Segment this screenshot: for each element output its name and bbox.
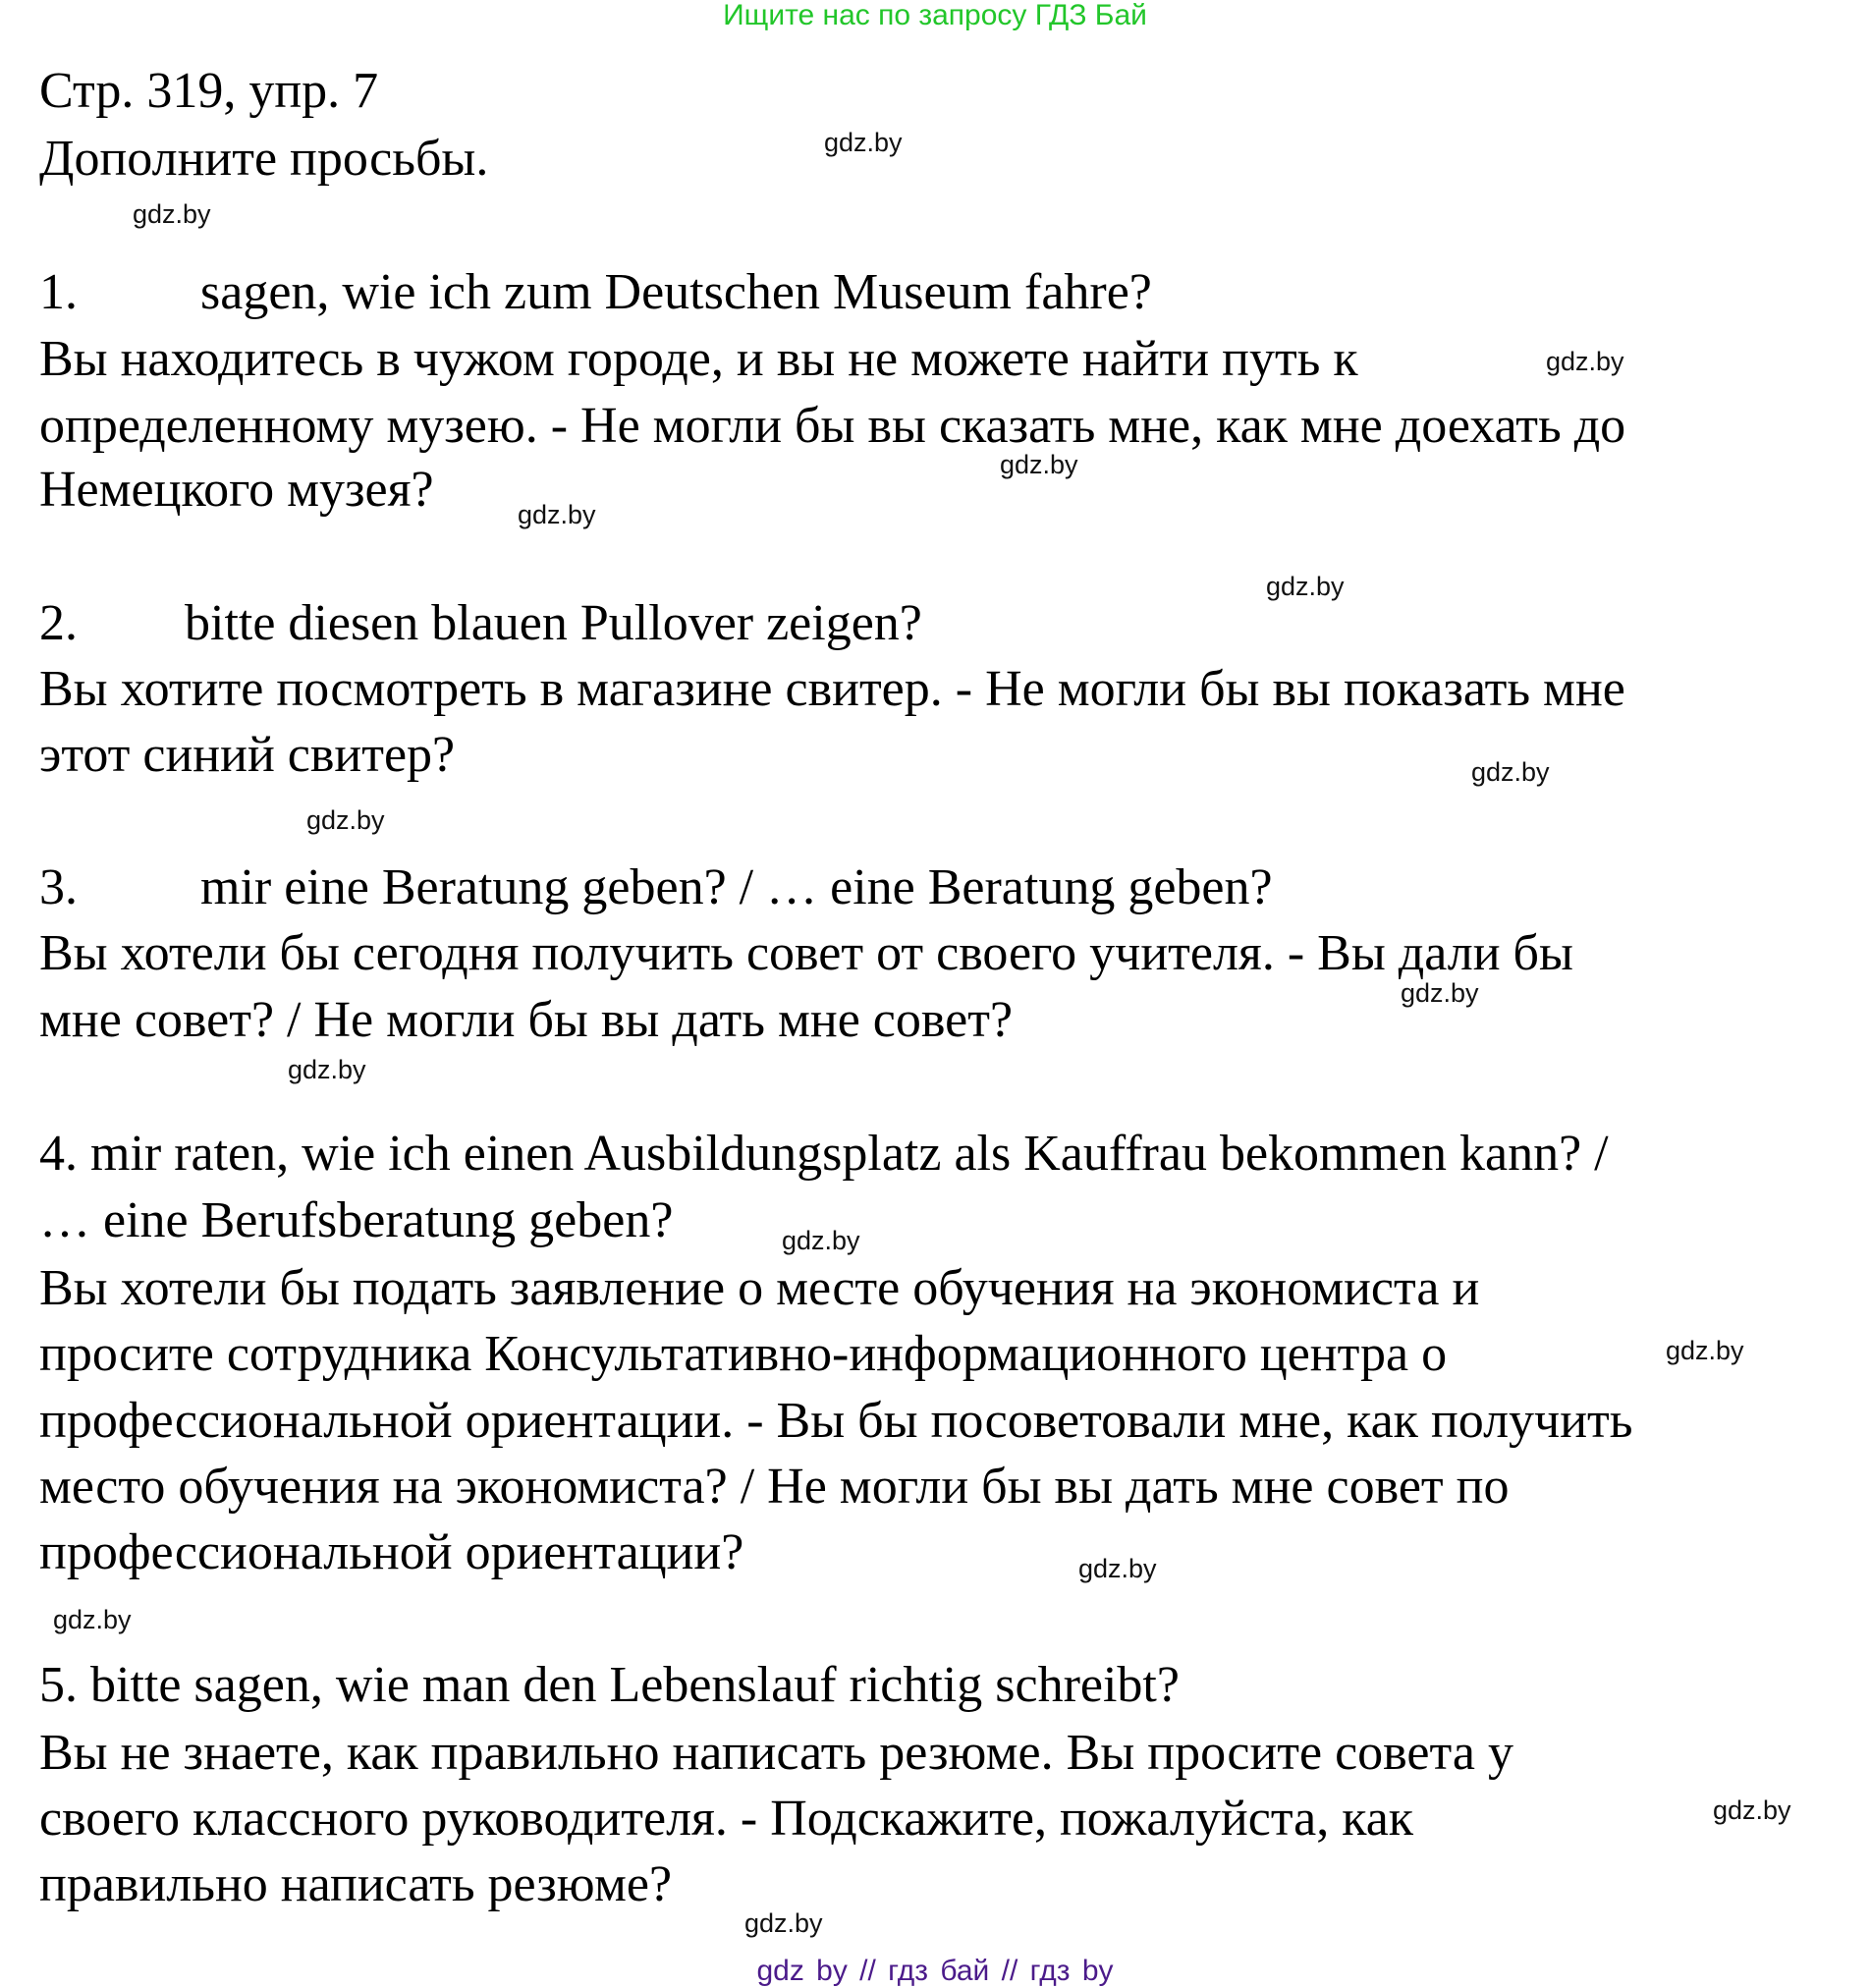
german-phrase: sagen, wie ich zum Deutschen Museum fahre? [200, 264, 1152, 320]
russian-line: Немецкого музея? [39, 462, 434, 518]
watermark: gdz.by [518, 500, 596, 529]
watermark: gdz.by [1666, 1336, 1744, 1365]
watermark: gdz.by [1000, 450, 1078, 479]
item-1-german [39, 263, 1152, 322]
item-number: 1. [39, 264, 78, 320]
russian-line: этот синий свитер? [39, 727, 456, 783]
german-line: 5. bitte sagen, wie man den Lebenslauf richtig schreibt? [39, 1657, 1180, 1713]
item-number: 3. [39, 859, 78, 915]
watermark: gdz.by [1546, 347, 1624, 376]
watermark: gdz.by [1713, 1795, 1791, 1825]
watermark: gdz.by [824, 128, 903, 157]
search-banner: Ищите нас по запросу ГДЗ Бай [723, 0, 1147, 31]
russian-line: место обучения на экономиста? / Не могли бы вы дать мне совет по [39, 1459, 1510, 1515]
watermark: gdz.by [1266, 572, 1345, 601]
item-3-german [39, 858, 1273, 917]
russian-line: своего классного руководителя. - Подскажите, пожалуйста, как [39, 1791, 1414, 1847]
german-line: … eine Berufsberatung geben? [39, 1192, 674, 1248]
watermark: gdz.by [53, 1605, 132, 1634]
footer-links: gdz by // гдз бай // гдз by [756, 1955, 1114, 1987]
item-number: 2. [39, 595, 78, 651]
item-2-german [39, 594, 922, 653]
russian-line: правильно написать резюме? [39, 1856, 673, 1912]
russian-line: Вы хотели бы подать заявление о месте обучения на экономиста и [39, 1260, 1480, 1316]
german-line: 4. mir raten, wie ich einen Ausbildungsplatz als Kauffrau bekommen kann? / [39, 1126, 1609, 1182]
watermark: gdz.by [744, 1908, 823, 1938]
russian-line: Вы не знаете, как правильно написать резюме. Вы просите совета у [39, 1725, 1513, 1781]
russian-line: просите сотрудника Консультативно-информационного центра о [39, 1326, 1448, 1382]
watermark: gdz.by [306, 805, 385, 835]
russian-line: Вы хотели бы сегодня получить совет от своего учителя. - Вы дали бы [39, 925, 1573, 981]
german-phrase: bitte diesen blauen Pullover zeigen? [185, 595, 922, 651]
watermark: gdz.by [133, 199, 211, 229]
page-reference: Стр. 319, упр. 7 [39, 63, 379, 119]
watermark: gdz.by [1401, 978, 1479, 1008]
russian-line: Вы находитесь в чужом городе, и вы не можете найти путь к [39, 331, 1358, 387]
watermark: gdz.by [782, 1226, 860, 1255]
russian-line: профессиональной ориентации? [39, 1524, 744, 1580]
watermark: gdz.by [1471, 757, 1550, 787]
german-phrase: mir eine Beratung geben? / … eine Beratung geben? [200, 859, 1273, 915]
russian-line: мне совет? / Не могли бы вы дать мне совет? [39, 992, 1014, 1048]
russian-line: профессиональной ориентации. - Вы бы посоветовали мне, как получить [39, 1393, 1633, 1449]
task-heading: Дополните просьбы. [39, 131, 489, 187]
russian-line: определенному музею. - Не могли бы вы сказать мне, как мне доехать до [39, 398, 1626, 454]
russian-line: Вы хотите посмотреть в магазине свитер. - Не могли бы вы показать мне [39, 661, 1625, 717]
watermark: gdz.by [1078, 1554, 1157, 1583]
watermark: gdz.by [288, 1055, 366, 1084]
